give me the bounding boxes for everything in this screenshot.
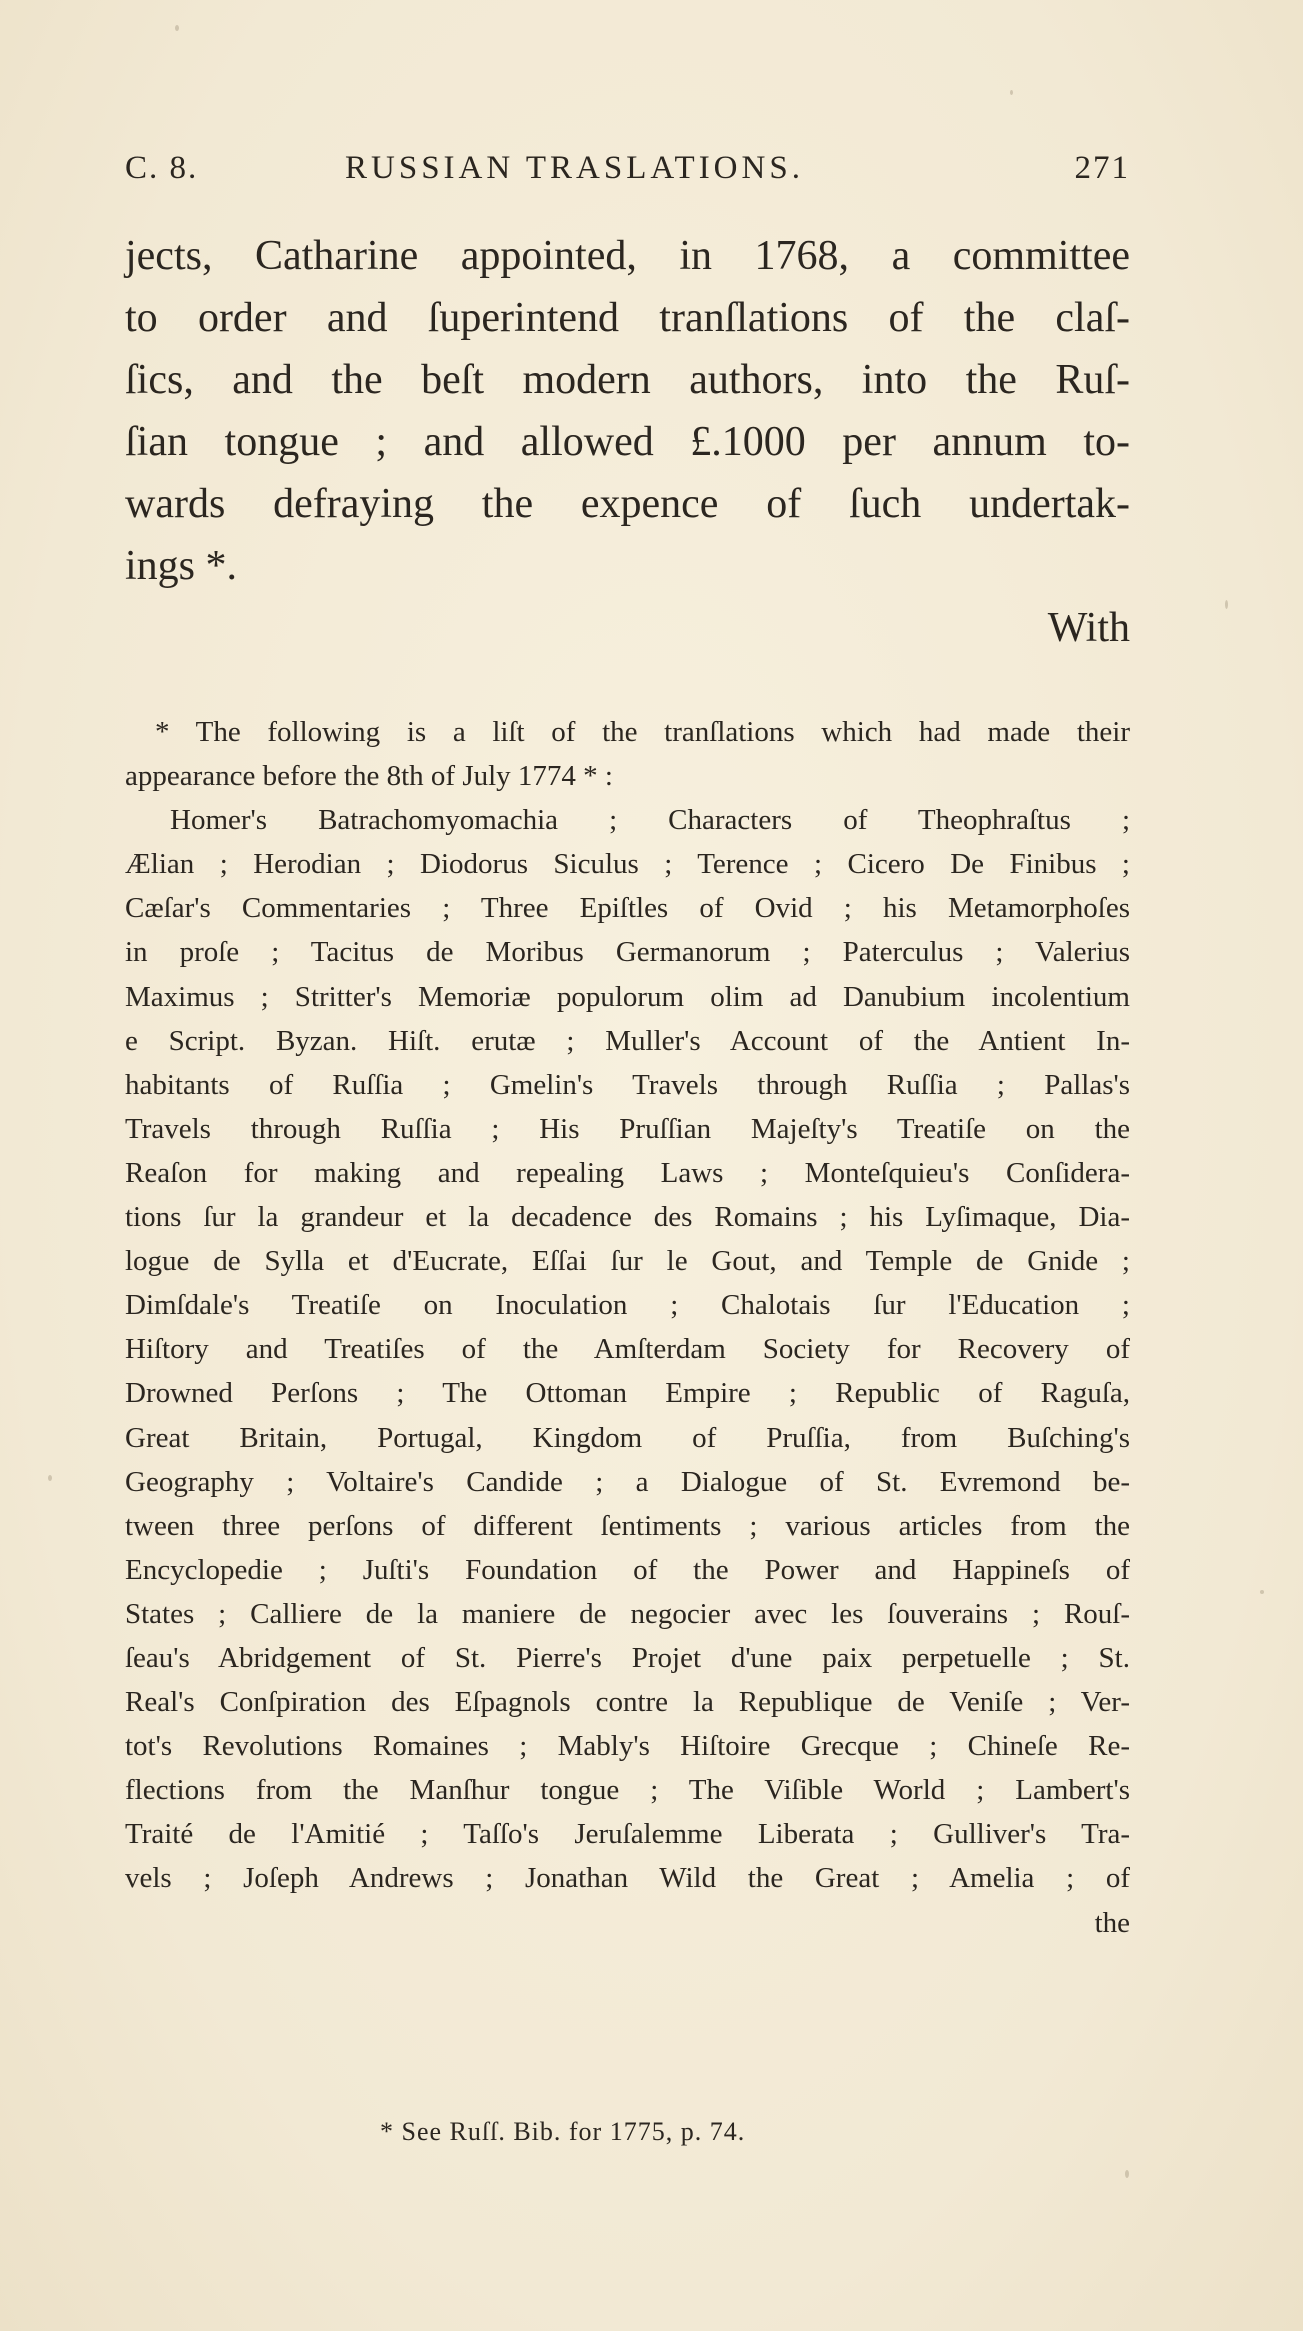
footnote-line: ſeau's Abridgement of St. Pierre's Projet d'une paix perpetuelle ; St. bbox=[125, 1641, 1130, 1674]
paper-speck bbox=[1010, 90, 1013, 95]
paper-speck bbox=[1260, 1590, 1264, 1594]
footnote-line: tions ſur la grandeur et la decadence des Romains ; his Lyſimaque, Dia- bbox=[125, 1201, 1130, 1234]
footnote-line: habitants of Ruſſia ; Gmelin's Travels through Ruſſia ; Pallas's bbox=[125, 1068, 1130, 1101]
catchword: With bbox=[1047, 605, 1130, 651]
catchword: the bbox=[1094, 1906, 1130, 1939]
running-title: RUSSIAN TRASLATIONS. bbox=[345, 150, 804, 186]
chapter-marker: C. 8. bbox=[125, 150, 199, 186]
footnote-line: Traité de l'Amitié ; Taſſo's Jeruſalemme Liberata ; Gulliver's Tra- bbox=[125, 1818, 1130, 1851]
footnote-line: Hiſtory and Treatiſes of the Amſterdam Society for Recovery of bbox=[125, 1333, 1130, 1366]
paper-speck bbox=[48, 1475, 52, 1481]
text-line: ſics, and the beſt modern authors, into the Ruſ- bbox=[125, 357, 1130, 403]
footnote bbox=[125, 710, 1130, 1945]
footnote-line: Travels through Ruſſia ; His Pruſſian Majeſty's Treatiſe on the bbox=[125, 1112, 1130, 1145]
source-note: * See Ruſſ. Bib. for 1775, p. 74. bbox=[380, 2117, 746, 2146]
footnote-line: flections from the Manſhur tongue ; The Viſible World ; Lambert's bbox=[125, 1774, 1130, 1807]
footnote-line: Drowned Perſons ; The Ottoman Empire ; Republic of Raguſa, bbox=[125, 1377, 1130, 1410]
paper-speck bbox=[175, 25, 179, 31]
footnote-line: in proſe ; Tacitus de Moribus Germanorum ; Paterculus ; Valerius bbox=[125, 936, 1130, 969]
page-number: 271 bbox=[1074, 150, 1130, 186]
footnote-line: Cæſar's Commentaries ; Three Epiſtles of Ovid ; his Metamorphoſes bbox=[125, 892, 1130, 925]
footnote-line: States ; Calliere de la maniere de negocier avec les ſouverains ; Rouſ- bbox=[125, 1597, 1130, 1630]
footnote-line: * The following is a liſt of the tranſlations which had made their bbox=[155, 716, 1130, 748]
footnote-line: vels ; Joſeph Andrews ; Jonathan Wild the Great ; Amelia ; of bbox=[125, 1862, 1130, 1895]
footnote-line: tot's Revolutions Romaines ; Mably's Hiſtoire Grecque ; Chineſe Re- bbox=[125, 1730, 1130, 1763]
footnote-line: Dimſdale's Treatiſe on Inoculation ; Chalotais ſur l'Education ; bbox=[125, 1289, 1130, 1322]
paper-speck bbox=[1225, 600, 1228, 609]
footnote-line: logue de Sylla et d'Eucrate, Eſſai ſur le Gout, and Temple de Gnide ; bbox=[125, 1245, 1130, 1278]
text-line: ſian tongue ; and allowed £.1000 per annum to- bbox=[125, 419, 1130, 465]
footnote-line: Great Britain, Portugal, Kingdom of Pruſſia, from Buſching's bbox=[125, 1421, 1130, 1454]
footnote-line: Ælian ; Herodian ; Diodorus Siculus ; Terence ; Cicero De Finibus ; bbox=[125, 848, 1130, 881]
paper-speck bbox=[1125, 2170, 1129, 2178]
footnote-line: Reaſon for making and repealing Laws ; Monteſquieu's Conſidera- bbox=[125, 1156, 1130, 1189]
text-line: jects, Catharine appointed, in 1768, a committee bbox=[125, 233, 1130, 279]
running-header bbox=[125, 150, 1130, 200]
footnote-line: e Script. Byzan. Hiſt. erutæ ; Muller's Account of the Antient In- bbox=[125, 1024, 1130, 1057]
text-line: to order and ſuperintend tranſlations of the claſ- bbox=[125, 295, 1130, 341]
footnote-line: tween three perſons of different ſentiments ; various articles from the bbox=[125, 1509, 1130, 1542]
main-text bbox=[125, 225, 1130, 659]
footnote-line: Real's Conſpiration des Eſpagnols contre la Republique de Veniſe ; Ver- bbox=[125, 1686, 1130, 1719]
footnote-line: Geography ; Voltaire's Candide ; a Dialogue of St. Evremond be- bbox=[125, 1465, 1130, 1498]
footnote-line: Maximus ; Stritter's Memoriæ populorum olim ad Danubium incolentium bbox=[125, 980, 1130, 1013]
text-line: ings *. bbox=[125, 543, 238, 589]
text-line: wards defraying the expence of ſuch undertak- bbox=[125, 481, 1130, 527]
footnote-line: Encyclopedie ; Juſti's Foundation of the Power and Happineſs of bbox=[125, 1553, 1130, 1586]
footnote-line: appearance before the 8th of July 1774 * : bbox=[125, 760, 613, 793]
footnote-line: Homer's Batrachomyomachia ; Characters of Theophraſtus ; bbox=[170, 804, 1130, 837]
